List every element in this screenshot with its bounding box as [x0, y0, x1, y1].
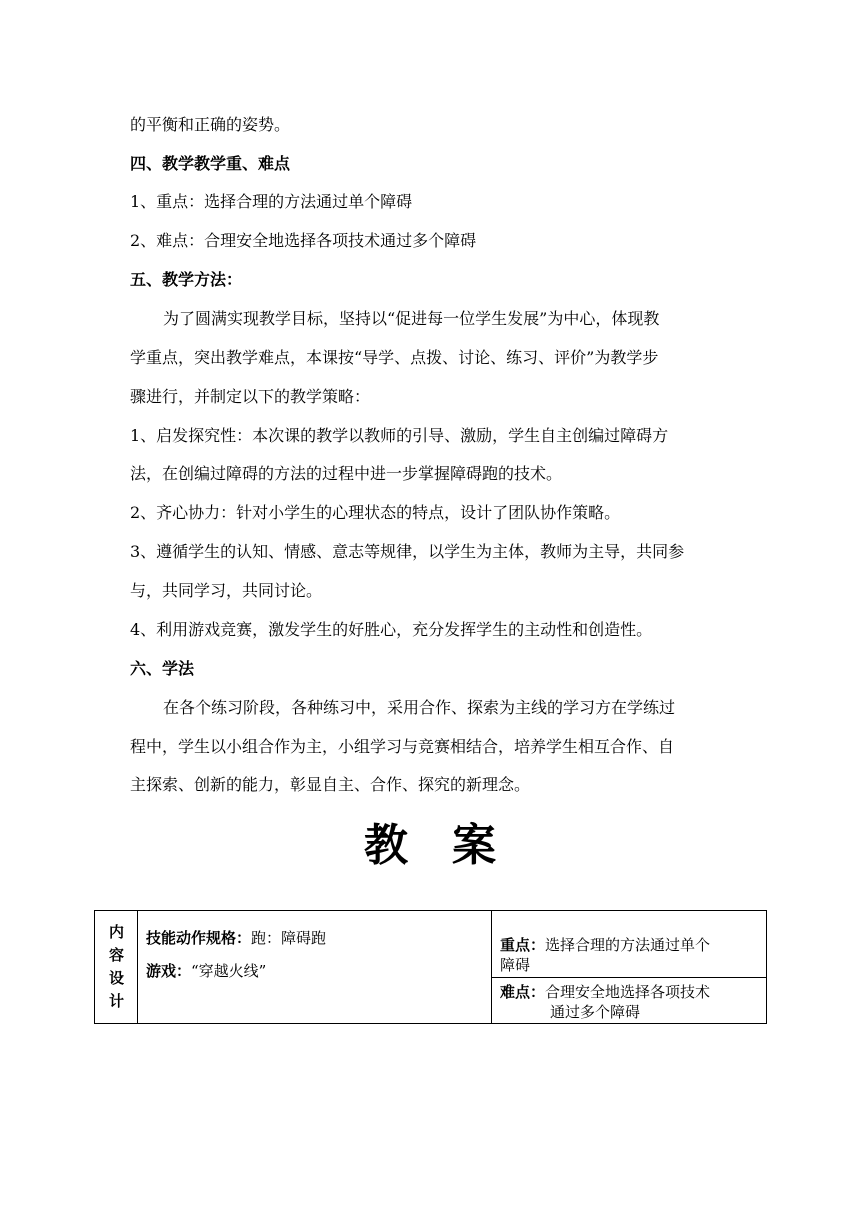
text-line: 2、难点：合理安全地选择各项技术通过多个障碍 — [130, 231, 477, 250]
content-design-table — [94, 910, 767, 1024]
skill-spec-cell — [146, 928, 486, 948]
text-line: 1、启发探究性：本次课的教学以教师的引导、激励，学生自主创编过障碍方 — [130, 426, 669, 445]
focus-key: 重点： — [500, 936, 546, 954]
text-line: 4、利用游戏竞赛，激发学生的好胜心，充分发挥学生的主动性和创造性。 — [130, 620, 653, 639]
focus-value-cont: 障碍 — [500, 956, 531, 974]
difficulty-cell — [500, 982, 765, 1022]
section-heading-4: 四、教学教学重、难点 — [130, 154, 291, 173]
skill-spec-value: 跑：障碍跑 — [251, 929, 327, 947]
section-heading-5: 五、教学方法： — [130, 270, 243, 289]
focus-cell — [500, 935, 765, 975]
text-line: 为了圆满实现教学目标，坚持以“促进每一位学生发展”为中心，体现教 — [163, 309, 660, 328]
game-key: 游戏： — [146, 962, 192, 980]
lesson-plan-title: 教案 — [364, 820, 540, 871]
text-line: 主探索、创新的能力，彰显自主、合作、探究的新理念。 — [130, 775, 531, 794]
section-heading-6: 六、学法 — [130, 659, 195, 678]
text-line: 法，在创编过障碍的方法的过程中进一步掌握障碍跑的技术。 — [130, 464, 563, 483]
text-line: 与，共同学习，共同讨论。 — [130, 581, 323, 600]
focus-value: 选择合理的方法通过单个 — [545, 936, 711, 954]
difficulty-key: 难点： — [500, 983, 546, 1001]
text-line: 学重点，突出教学难点，本课按“导学、点拨、讨论、练习、评价”为教学步 — [130, 348, 659, 367]
text-line: 程中，学生以小组合作为主，小组学习与竞赛相结合，培养学生相互合作、自 — [130, 737, 675, 756]
text-line: 骤进行，并制定以下的教学策略： — [130, 387, 371, 406]
table-divider — [491, 911, 492, 1023]
game-cell — [146, 961, 486, 981]
text-line: 3、遵循学生的认知、情感、意志等规律，以学生为主体，教师为主导，共同参 — [130, 542, 685, 561]
game-value: “穿越火线” — [191, 962, 267, 980]
content-design-label: 内容设计 — [108, 923, 124, 1010]
difficulty-value: 合理安全地选择各项技术 — [545, 983, 711, 1001]
text-line: 2、齐心协力：针对小学生的心理状态的特点，设计了团队协作策略。 — [130, 503, 621, 522]
text-line: 在各个练习阶段，各种练习中，采用合作、探索为主线的学习方在学练过 — [163, 698, 676, 717]
skill-spec-key: 技能动作规格： — [146, 929, 252, 947]
text-line: 1、重点：选择合理的方法通过单个障碍 — [130, 192, 413, 211]
table-divider — [491, 977, 766, 978]
difficulty-value-cont: 通过多个障碍 — [550, 1003, 641, 1021]
text-line: 的平衡和正确的姿势。 — [130, 115, 291, 134]
